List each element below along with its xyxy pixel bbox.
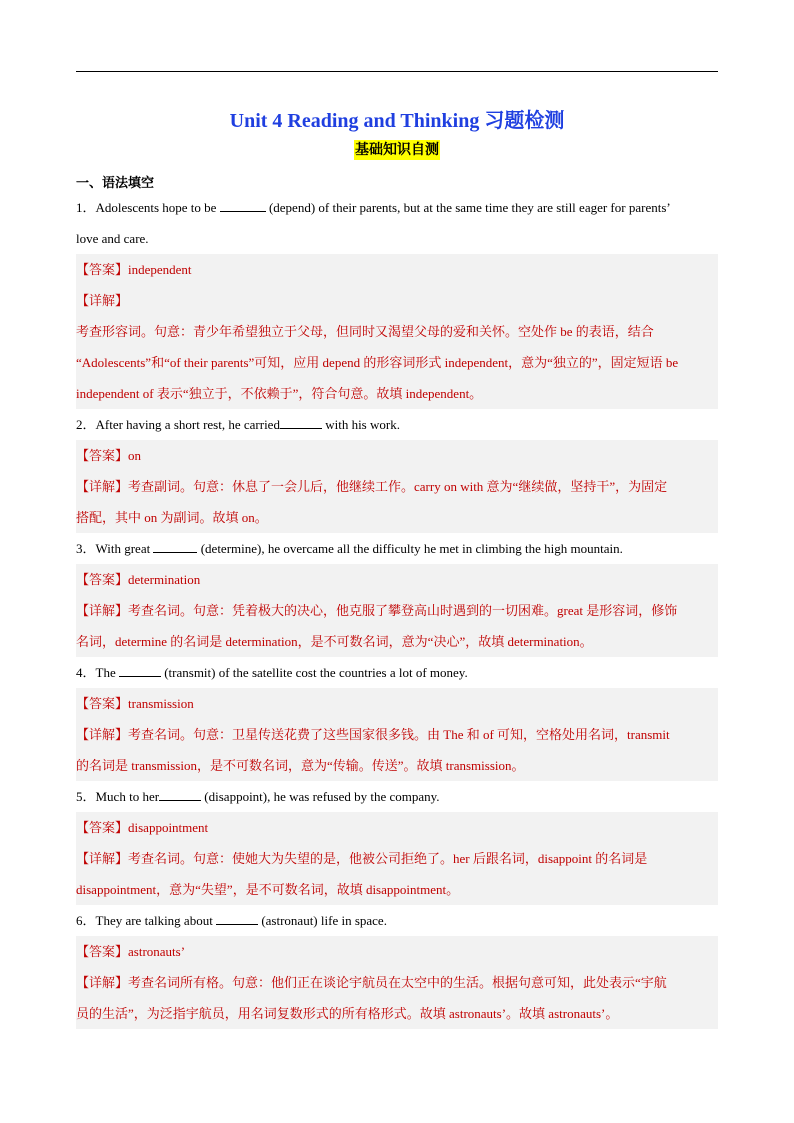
question-text: (disappoint), he was refused by the company. xyxy=(201,789,440,804)
question-text: 5．Much to her xyxy=(76,789,160,804)
section-heading: 一、语法填空 xyxy=(76,176,155,191)
question-text: (astronaut) life in space. xyxy=(258,913,387,928)
question-3 xyxy=(76,533,718,564)
page-title: Unit 4 Reading and Thinking 习题检测 xyxy=(229,110,565,132)
detail-line: 搭配，其中 on 为副词。故填 on。 xyxy=(76,510,268,525)
detail-line: 【详解】考查名词所有格。句意：他们正在谈论宇航员在太空中的生活。根据句意可知，此处表示“宇航 xyxy=(76,975,667,990)
question-6 xyxy=(76,905,718,936)
detail-line: 员的生活”，为泛指宇航员，用名词复数形式的所有格形式。故填 astronauts’。故填 astronauts’。 xyxy=(76,1006,619,1021)
subtitle-wrap xyxy=(0,139,794,160)
answer-blank xyxy=(216,910,258,925)
question-1 xyxy=(76,192,718,223)
answer-blank xyxy=(159,786,201,801)
question-text: (transmit) of the satellite cost the countries a lot of money. xyxy=(160,665,468,680)
question-5 xyxy=(76,781,718,812)
detail-line: 考查形容词。句意：青少年希望独立于父母，但同时又渴望父母的爱和关怀。空处作 be 的表语，结合 xyxy=(76,324,654,339)
detail-line: “Adolescents”和“of their parents”可知，应用 depend 的形容词形式 independent，意为“独立的”，固定短语 be xyxy=(76,355,679,370)
answer-blank xyxy=(280,414,322,429)
question-1-cont: love and care. xyxy=(76,231,149,246)
answer-box-4 xyxy=(76,688,718,781)
question-text: 4．The xyxy=(76,665,119,680)
question-text: 3．With great xyxy=(76,541,154,556)
subtitle: 基础知识自测 xyxy=(355,142,439,158)
answer-blank xyxy=(153,538,197,553)
question-text: with his work. xyxy=(321,417,400,432)
question-text: (depend) of their parents, but at the same time they are still eager for parents’ xyxy=(265,200,671,215)
detail-line: disappointment，意为“失望”，是不可数名词，故填 disappointment。 xyxy=(76,882,460,897)
header-rule xyxy=(76,71,718,72)
question-text: 1．Adolescents hope to be xyxy=(76,200,220,215)
question-list xyxy=(76,192,718,1029)
question-4 xyxy=(76,657,718,688)
detail-line: 【详解】考查名词。句意：使她大为失望的是，他被公司拒绝了。her 后跟名词，disappoint 的名词是 xyxy=(76,851,648,866)
detail-label: 【详解】 xyxy=(76,293,129,308)
answer-box-6 xyxy=(76,936,718,1029)
detail-line: 【详解】考查名词。句意：凭着极大的决心，他克服了攀登高山时遇到的一切困难。great 是形容词，修饰 xyxy=(76,603,678,618)
detail-line: 【详解】考查名词。句意：卫星传送花费了这些国家很多钱。由 The 和 of 可知，空格处用名词，transmit xyxy=(76,727,670,742)
question-2 xyxy=(76,409,718,440)
answer-line: 【答案】determination xyxy=(76,572,201,587)
answer-blank xyxy=(220,197,266,212)
question-text: (determine), he overcame all the difficulty he met in climbing the high mountain. xyxy=(197,541,623,556)
answer-box-3 xyxy=(76,564,718,657)
detail-line: 名词，determine 的名词是 determination，是不可数名词，意为“决心”，故填 determination。 xyxy=(76,634,593,649)
answer-line: 【答案】disappointment xyxy=(76,820,209,835)
answer-box-5 xyxy=(76,812,718,905)
answer-line: 【答案】independent xyxy=(76,262,192,277)
answer-blank xyxy=(119,662,161,677)
detail-line: independent of 表示“独立于，不依赖于”，符合句意。故填 independent。 xyxy=(76,386,483,401)
detail-line: 【详解】考查副词。句意：休息了一会儿后，他继续工作。carry on with 意为“继续做，坚持干”，为固定 xyxy=(76,479,668,494)
answer-line: 【答案】astronauts’ xyxy=(76,944,186,959)
question-text: 2．After having a short rest, he carried xyxy=(76,417,280,432)
question-text: 6．They are talking about xyxy=(76,913,217,928)
answer-line: 【答案】on xyxy=(76,448,142,463)
answer-box-1 xyxy=(76,254,718,409)
answer-line: 【答案】transmission xyxy=(76,696,194,711)
detail-line: 的名词是 transmission，是不可数名词，意为“传输。传送”。故填 transmission。 xyxy=(76,758,525,773)
answer-box-2 xyxy=(76,440,718,533)
